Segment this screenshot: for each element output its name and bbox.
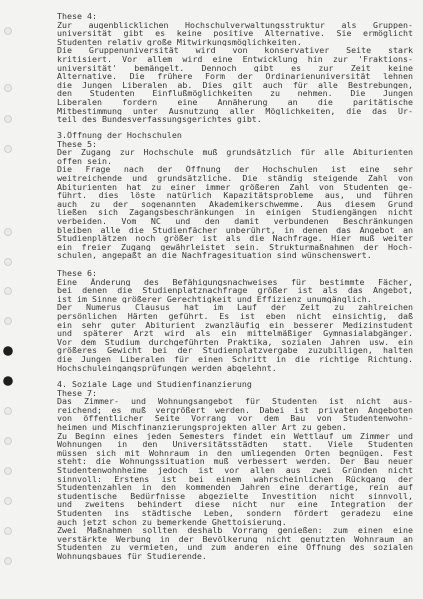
text-line: müssen sich mit Wohnraum in den umliegenden Orten begnügen. Fest xyxy=(57,448,413,458)
text-line: Die Frage nach der Öffnung der Hochschulen ist eine sehr xyxy=(57,165,413,174)
text-line: Liberalen fordern eine Annäherung an die paritätische xyxy=(57,97,413,107)
section-these-6 xyxy=(57,269,413,372)
text-line: Vor dem Studium durchgeführten Praktika, sozialen Jahren usw. ein xyxy=(57,337,413,347)
paragraph xyxy=(57,165,413,260)
text-line: den Studenten Einflußmöglichkeiten zu nehmen. Die Jungen xyxy=(57,89,413,98)
text-line: Wohnungen in den Universitätsstädten statt. Viele Studenten xyxy=(57,440,413,449)
text-line: Zwei Maßnahmen sollten deshalb Vorrang genießen: zum einen eine xyxy=(57,526,413,535)
punch-hole-dark xyxy=(3,376,13,386)
text-line: führt. dies löste natürlich Kapazitätsprobleme aus, und führen xyxy=(57,191,413,200)
thesis-heading: These 6: xyxy=(57,269,97,278)
text-line: kritisiert. Vor allem wird eine Entwicklung hin zur 'Fraktions- xyxy=(57,54,413,64)
text-line: Studentenzahlen in den kommenden Jahren eine derartige, rein auf xyxy=(57,483,413,492)
text-line: Mitbestimmung unter Ausnutzung aller Möglichkeiten, die das Ur- xyxy=(57,106,413,116)
punch-hole xyxy=(5,288,12,295)
punch-hole xyxy=(5,259,12,266)
punch-hole xyxy=(5,438,12,445)
punch-hole xyxy=(5,146,12,153)
thesis-heading: These 4: xyxy=(57,12,97,21)
text-line: Die Gruppenuniversität wird von konservativer Seite stark xyxy=(57,46,413,55)
section-title: 3.Öffnung der Hochschulen xyxy=(57,131,182,140)
text-line: Der Numerus Clausus hat im Lauf der Zeit zu zahlreichen xyxy=(57,303,413,312)
text-line: größeres Gewicht bei der Studienplatzvergabe zuzubilligen, halten xyxy=(57,346,413,355)
text-line: Studenten zu vermieten, und zum anderen eine Öffnung des sozialen xyxy=(57,543,413,552)
text-line: auch jetzt schon zu bemerkende Ghettoisierung. xyxy=(57,517,287,527)
punch-hole xyxy=(5,528,12,535)
paragraph xyxy=(57,526,413,560)
paragraph xyxy=(57,21,413,47)
text-line: studentische Bedürfnisse abgezielte Investition nicht sinnvoll, xyxy=(57,491,413,501)
text-line: und zweitens behindert diese nicht nur eine Integration der xyxy=(57,500,413,509)
text-line: Studentenwohnheime jedoch ist vor allen aus zwei Gründen nicht xyxy=(57,465,413,475)
text-line: Das Zimmer- und Wohnungsangebot für Studenten ist nicht aus- xyxy=(57,397,413,406)
paragraph xyxy=(57,397,413,431)
punch-holes xyxy=(0,0,30,599)
text-line: Hochschuleingangsprüfungen werden abgelehnt. xyxy=(57,363,277,373)
text-line: Alternative. Die frühere Form der Ordinarienuniversität lehnen xyxy=(57,72,413,81)
paragraph xyxy=(57,278,413,304)
text-line: persönlichen Härten geführt. Es ist eben nicht einsichtig, daß xyxy=(57,311,413,321)
section-title: 4. Soziale Lage und Studienfinanzierung xyxy=(57,380,252,389)
text-line: heimen und Mischfinanzierungsprojekten aller Art zu geben. xyxy=(57,422,347,432)
text-line: offen sein. xyxy=(57,156,112,166)
text-line: reichend; es muß vergrößert werden. Dabei ist privaten Angeboten xyxy=(57,405,413,415)
punch-hole xyxy=(5,85,12,92)
text-line: Studenten relativ große Mitwirkungsmöglichkeiten. xyxy=(57,37,302,47)
text-line: verbeiden. Vom NC und den damit verbundenen Beschränkungen xyxy=(57,216,413,226)
text-line: auch zu der sogenannten Akademikerschwemme. Aus diesem Grund xyxy=(57,199,413,209)
text-line: steht: die Wohnungssituation muß verbessert werden. Der Bau neuer xyxy=(57,457,413,466)
text-line: Eine Änderung des Befähigungsnachweises für bestimmte Fächer, xyxy=(57,277,413,287)
text-line: Studienplätzen noch größer ist als die Nachfrage. Hier muß weiter xyxy=(57,234,413,243)
section-these-4 xyxy=(57,12,413,124)
text-line: ein sehr guter Abiturient zwanzläufig ein besserer Medizinstudent xyxy=(57,320,413,330)
section-oeffnung-der-hochschulen xyxy=(57,131,413,260)
punch-hole xyxy=(5,408,12,415)
text-line: bei denen die Studienplatznachfrage größer ist als das Angebot, xyxy=(57,286,413,295)
text-line: sinnvoll: Erstens ist bei einem wahrscheinlichen Rückgang der xyxy=(57,474,413,484)
paragraph xyxy=(57,148,413,165)
thesis-heading: These 5: xyxy=(57,139,97,149)
text-line: teil des Bundesverfassungsgerichtes gibt. xyxy=(57,115,262,124)
text-line: die Jungen Liberalen ab. Dies gilt auch für alle Bestrebungen, xyxy=(57,80,413,90)
text-line: und späterer Arzt wird als ein mittelmäßiger Gymnasialabgänger. xyxy=(57,329,413,338)
paragraph xyxy=(57,46,413,123)
thesis-heading: These 7: xyxy=(57,388,97,398)
punch-hole xyxy=(5,229,12,236)
text-line: Wohnungsbaues für Studierende. xyxy=(57,551,207,561)
punch-hole xyxy=(5,318,12,325)
punch-hole xyxy=(5,116,12,123)
text-line: weitreichende und grundsätzliche. Die ständig steigende Zahl von xyxy=(57,173,413,183)
text-line: Der Zugang zur Hochschule muß grundsätzlich für alle Abiturienten xyxy=(57,148,413,157)
paragraph xyxy=(57,432,413,527)
text-line: Zur augenblicklichen Hochschulverwaltungsstruktur als Gruppen- xyxy=(57,20,413,30)
text-line: ist im Sinne größerer Gerechtigkeit und Effizienz unumgänglich. xyxy=(57,294,372,304)
punch-hole xyxy=(5,558,12,565)
punch-hole xyxy=(5,28,12,35)
text-line: universität gibt es keine positive Alternative. Sie ermöglicht xyxy=(57,29,413,38)
text-line: von öffentlicher Seite Vorrang vor dem Bau von Studentenwohn- xyxy=(57,414,413,423)
punch-hole xyxy=(5,468,12,475)
punch-hole-dark xyxy=(3,346,13,356)
text-line: verstärkte Werbung in der Bevölkerung nicht genutzten Wohnraum an xyxy=(57,534,413,544)
text-line: die Jungen Liberalen für einen Schritt in die richtige Richtung. xyxy=(57,354,413,364)
text-line: Abiturienten hat zu einer immer größeren Zahl von Studenten ge- xyxy=(57,182,413,192)
text-line: schulen, angepaßt an die Nachfragesituation sind wünschenswert. xyxy=(57,251,372,260)
text-line: universität' bemängelt. Dennoch gibt es zur Zeit keine xyxy=(57,63,413,73)
text-line: ließen sich Zagangsbeschränkungen in einigen Studiengängen nicht xyxy=(57,208,413,217)
text-line: Studenten ins städtische Leben, sondern fördert geradezu eine xyxy=(57,508,413,518)
text-line: Zu Beginn eines jeden Semesters findet ein Wettlauf um Zimmer und xyxy=(57,431,413,441)
section-soziale-lage xyxy=(57,380,413,560)
paragraph xyxy=(57,303,413,372)
text-line: bleiben alle die Studienfächer unberührt, in denen das Angebot an xyxy=(57,225,413,235)
punch-hole xyxy=(5,498,12,505)
text-line: ein freier Zugang gewährleistet sein. Strukturmaßnahmen der Hoch- xyxy=(57,242,413,252)
